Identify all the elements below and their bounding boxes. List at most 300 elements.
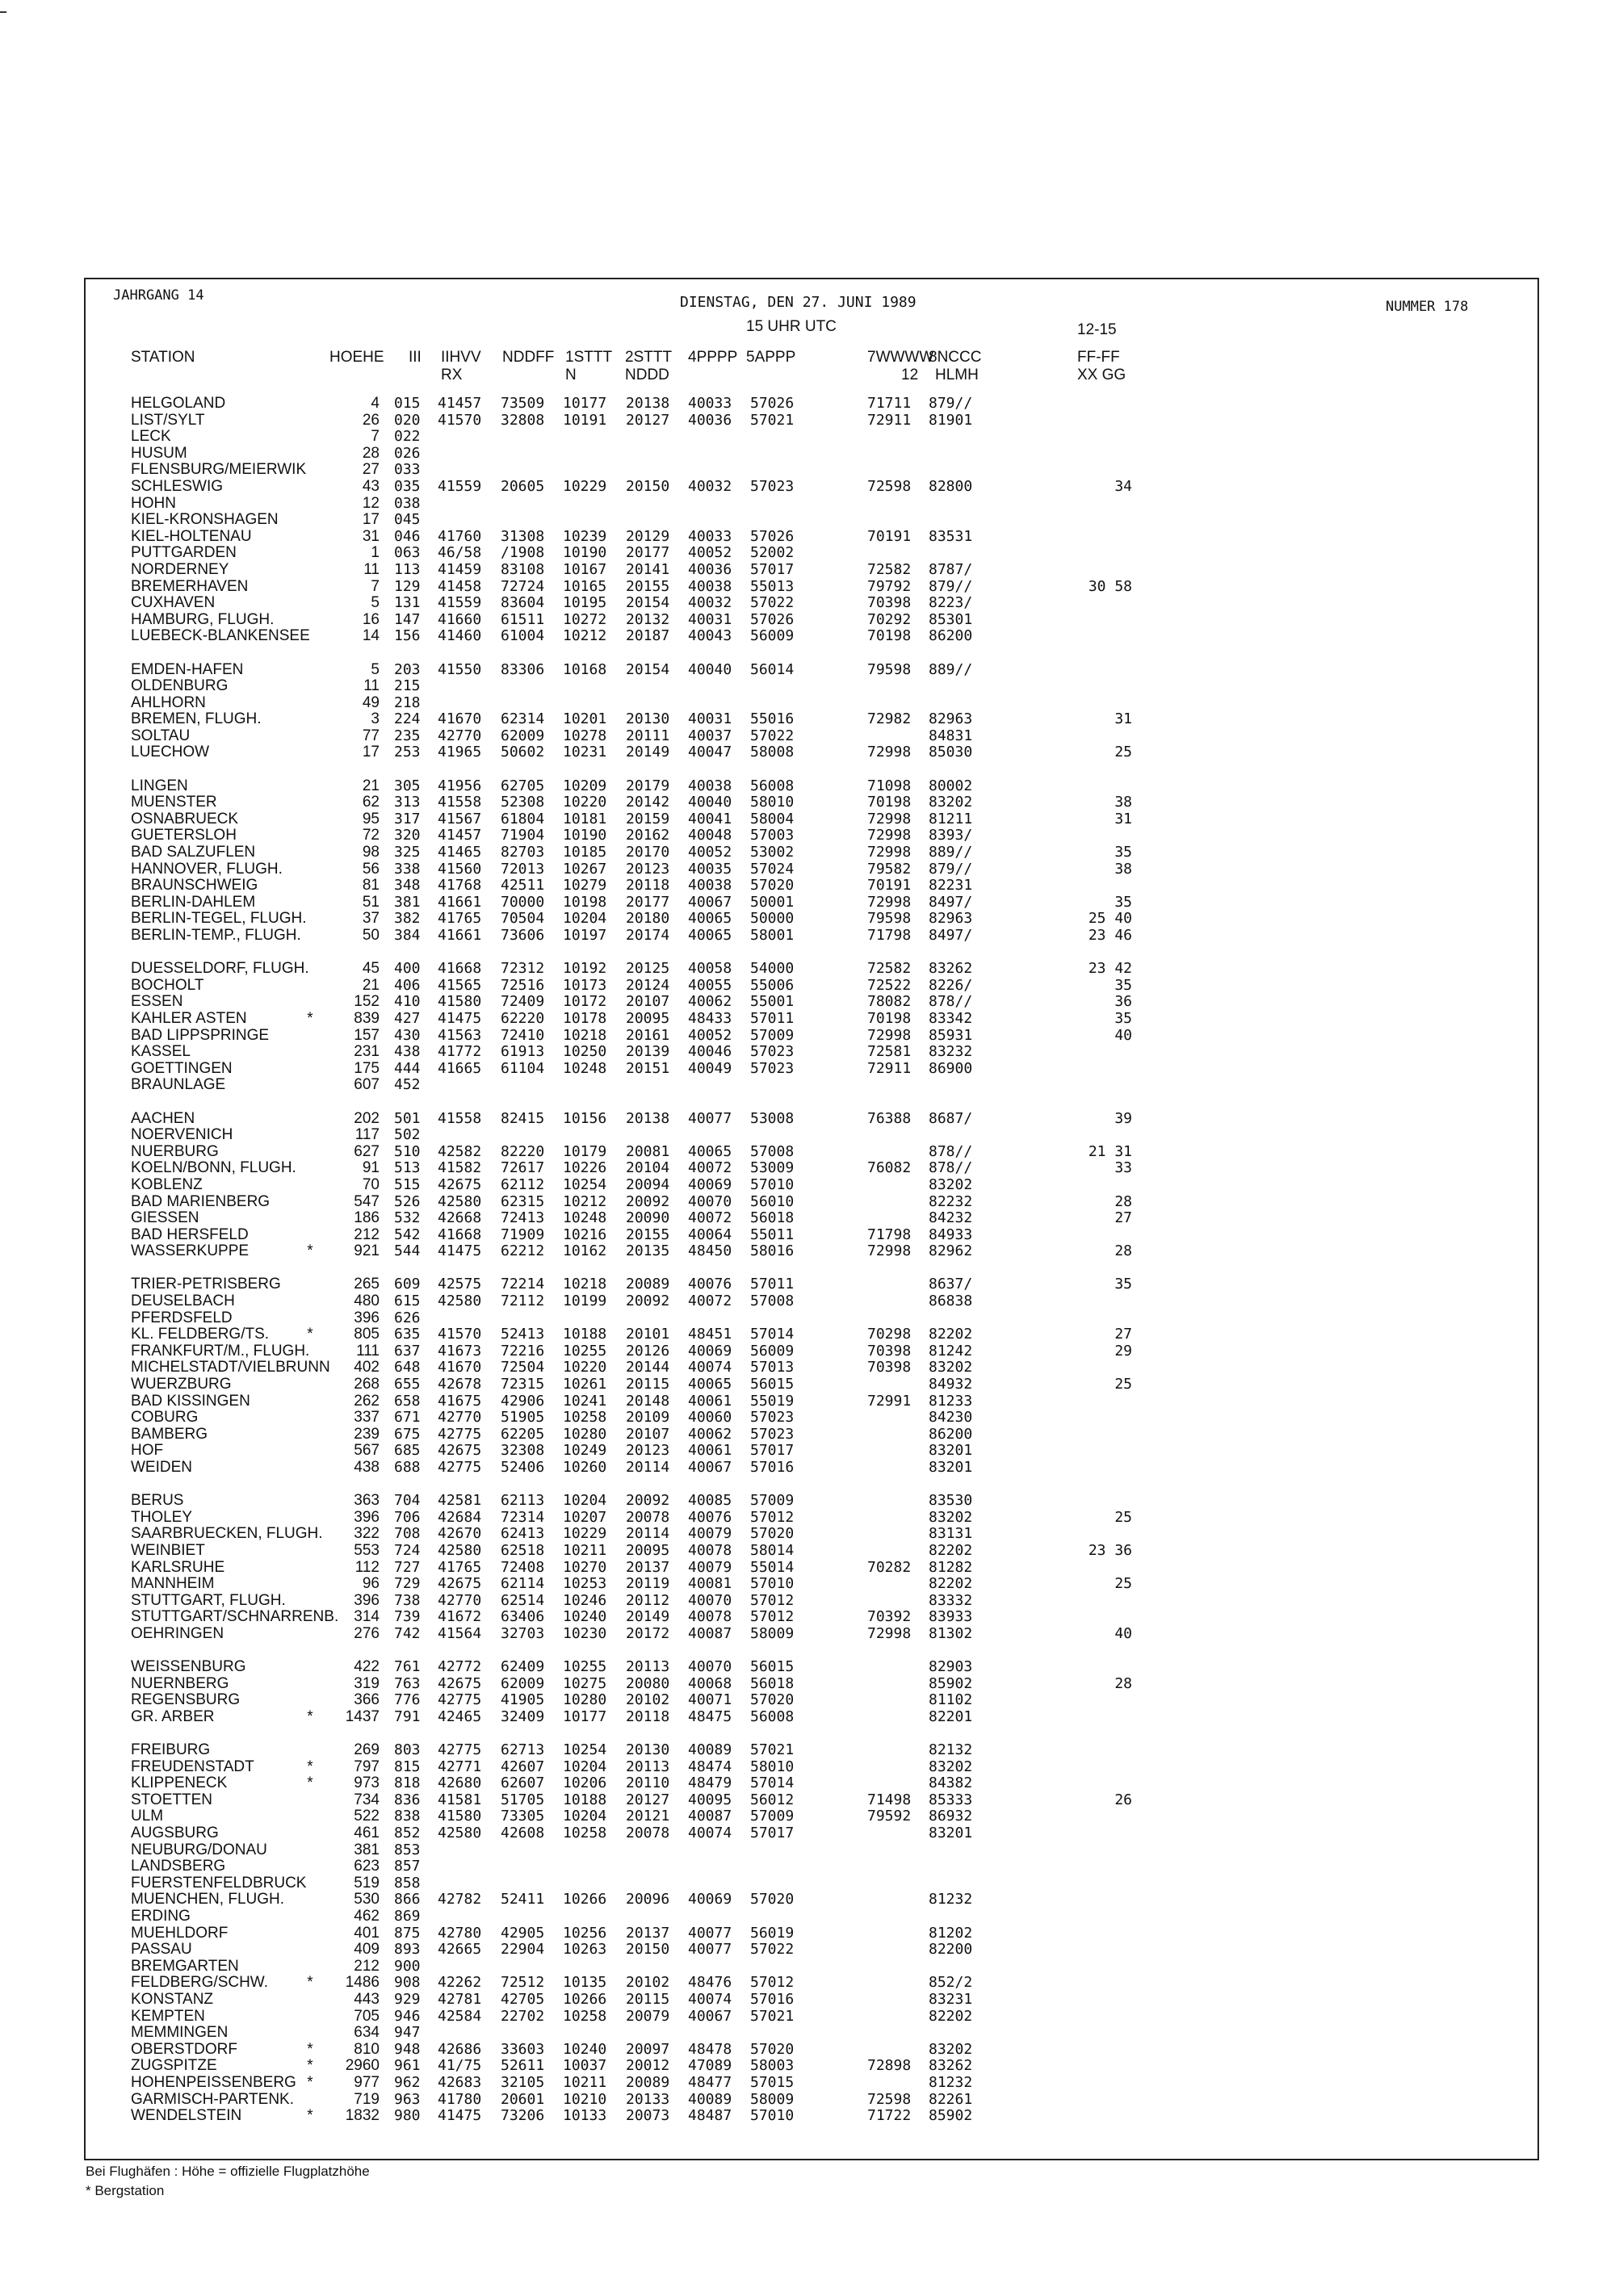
- obs-group-6: 56018: [750, 1674, 795, 1692]
- obs-group-1: 41565: [438, 976, 482, 994]
- table-row: [131, 695, 1504, 712]
- group-spacer: [131, 1477, 1504, 1494]
- table-row: [131, 1227, 1504, 1244]
- obs-group-4: 20161: [626, 1026, 670, 1044]
- obs-group-5: 40085: [688, 1492, 732, 1510]
- obs-group-3: 10198: [563, 893, 607, 911]
- obs-group-3: 10188: [563, 1791, 607, 1808]
- obs-group-5: 40041: [688, 810, 732, 827]
- obs-group-5: 40074: [688, 1825, 732, 1842]
- station-height: 31: [362, 527, 380, 545]
- obs-group-5: 40069: [688, 1342, 732, 1360]
- obs-group-4: 20102: [626, 1974, 670, 1992]
- obs-group-7: 72911: [867, 1059, 912, 1077]
- col-g4: 2STTT NDDD: [625, 349, 673, 383]
- table-row: [131, 1376, 1504, 1393]
- station-height: 49: [362, 693, 380, 711]
- obs-group-3: 10218: [563, 1026, 607, 1044]
- station-index: 853: [394, 1841, 421, 1858]
- station-height: 396: [354, 1309, 380, 1326]
- obs-group-6: 58009: [750, 2090, 795, 2108]
- station-height: 262: [354, 1392, 380, 1410]
- obs-group-4: 20144: [626, 1359, 670, 1376]
- station-name: LANDSBERG: [131, 1858, 226, 1875]
- station-name: MUENCHEN, FLUGH.: [131, 1892, 285, 1908]
- obs-group-8: 8787/: [929, 560, 973, 578]
- obs-group-7: 70198: [867, 794, 912, 811]
- station-table: [131, 396, 1504, 2125]
- obs-group-8: 81232: [929, 1891, 973, 1908]
- station-height: 268: [354, 1376, 380, 1393]
- station-name: FRANKFURT/M., FLUGH.: [131, 1343, 310, 1360]
- obs-group-8: 81242: [929, 1342, 973, 1360]
- obs-group-5: 40072: [688, 1293, 732, 1310]
- mountain-marker: *: [307, 1009, 313, 1027]
- obs-group-6: 57014: [750, 1326, 795, 1343]
- obs-group-2: 61104: [501, 1059, 545, 1077]
- col-g3: 1STTT N: [565, 349, 613, 383]
- obs-group-1: 41668: [438, 960, 482, 978]
- obs-group-2: 62220: [501, 1009, 545, 1027]
- station-name: BAD SALZUFLEN: [131, 844, 256, 861]
- station-index: 635: [394, 1326, 421, 1343]
- obs-group-1: 42575: [438, 1276, 482, 1293]
- station-name: MUENSTER: [131, 794, 217, 811]
- obs-group-1: 42780: [438, 1924, 482, 1942]
- station-index: 761: [394, 1658, 421, 1676]
- obs-group-1: 41475: [438, 1009, 482, 1027]
- obs-group-4: 20092: [626, 1192, 670, 1210]
- station-index: 875: [394, 1924, 421, 1942]
- table-row: [131, 1360, 1504, 1376]
- gust-value: 40: [1114, 1624, 1132, 1642]
- obs-group-4: 20123: [626, 1442, 670, 1460]
- station-height: 17: [362, 511, 380, 529]
- station-index: 033: [394, 461, 421, 479]
- obs-group-3: 10195: [563, 594, 607, 612]
- obs-group-7: 71798: [867, 1226, 912, 1243]
- gust-value: 25: [1114, 1376, 1132, 1393]
- table-row: [131, 1908, 1504, 1925]
- obs-group-1: 42670: [438, 1525, 482, 1543]
- obs-group-1: 41661: [438, 927, 482, 944]
- table-row: [131, 1011, 1504, 1028]
- obs-group-1: 42584: [438, 2007, 482, 2025]
- obs-group-6: 56009: [750, 627, 795, 645]
- obs-group-3: 10263: [563, 1941, 607, 1959]
- obs-group-6: 57009: [750, 1492, 795, 1510]
- obs-group-4: 20125: [626, 960, 670, 978]
- station-name: ZUGSPITZE: [131, 2058, 217, 2075]
- obs-group-3: 10197: [563, 927, 607, 944]
- table-row: [131, 1609, 1504, 1626]
- table-row: [131, 1676, 1504, 1693]
- obs-group-4: 20151: [626, 1059, 670, 1077]
- obs-group-6: 55006: [750, 976, 795, 994]
- obs-group-4: 20115: [626, 1376, 670, 1393]
- station-name: GOETTINGEN: [131, 1060, 233, 1077]
- station-name: ESSEN: [131, 994, 183, 1011]
- obs-group-3: 10192: [563, 960, 607, 978]
- obs-group-2: 72112: [501, 1293, 545, 1310]
- obs-group-8: 83202: [929, 1508, 973, 1526]
- obs-group-1: 41581: [438, 1791, 482, 1808]
- station-index: 510: [394, 1142, 421, 1160]
- obs-group-8: 83231: [929, 1991, 973, 2008]
- obs-group-2: 61004: [501, 627, 545, 645]
- obs-group-4: 20090: [626, 1209, 670, 1227]
- obs-group-2: 73606: [501, 927, 545, 944]
- station-index: 348: [394, 877, 421, 895]
- obs-group-4: 20078: [626, 1825, 670, 1842]
- mountain-marker: *: [307, 1774, 313, 1792]
- station-name: GIESSEN: [131, 1210, 199, 1227]
- station-name: GR. ARBER: [131, 1708, 215, 1725]
- obs-group-3: 10173: [563, 976, 607, 994]
- obs-group-5: 40076: [688, 1276, 732, 1293]
- gust-value: 39: [1114, 1109, 1132, 1127]
- obs-group-2: 62205: [501, 1425, 545, 1443]
- obs-group-2: 72216: [501, 1342, 545, 1360]
- station-index: 026: [394, 444, 421, 462]
- obs-group-7: 72598: [867, 477, 912, 495]
- obs-group-2: 62705: [501, 777, 545, 794]
- table-row: [131, 413, 1504, 429]
- station-index: 929: [394, 1991, 421, 2008]
- obs-group-6: 57013: [750, 1359, 795, 1376]
- obs-group-6: 57017: [750, 1825, 795, 1842]
- table-row: [131, 1044, 1504, 1061]
- obs-group-2: 62607: [501, 1774, 545, 1792]
- station-height: 396: [354, 1508, 380, 1526]
- obs-group-6: 57010: [750, 2107, 795, 2125]
- obs-group-2: 61804: [501, 810, 545, 827]
- obs-group-8: 83531: [929, 527, 973, 545]
- obs-group-1: 41563: [438, 1026, 482, 1044]
- group-spacer: [131, 645, 1504, 662]
- station-index: 626: [394, 1309, 421, 1326]
- obs-group-2: 62413: [501, 1525, 545, 1543]
- obs-group-5: 40077: [688, 1924, 732, 1942]
- mountain-marker: *: [307, 2040, 313, 2058]
- obs-group-3: 10246: [563, 1591, 607, 1609]
- obs-group-6: 58010: [750, 794, 795, 811]
- station-height: 1: [371, 544, 380, 562]
- obs-group-8: 82201: [929, 1707, 973, 1725]
- table-row: [131, 1393, 1504, 1410]
- obs-group-5: 40074: [688, 1359, 732, 1376]
- obs-group-5: 40070: [688, 1591, 732, 1609]
- station-index: 738: [394, 1591, 421, 1609]
- obs-group-8: 879//: [929, 577, 973, 595]
- station-index: 381: [394, 893, 421, 911]
- station-name: MANNHEIM: [131, 1576, 215, 1593]
- mountain-marker: *: [307, 2073, 313, 2091]
- obs-group-4: 20092: [626, 1492, 670, 1510]
- obs-group-6: 56008: [750, 1707, 795, 1725]
- obs-group-8: 82903: [929, 1658, 973, 1676]
- obs-group-6: 57012: [750, 1591, 795, 1609]
- obs-group-4: 20115: [626, 1991, 670, 2008]
- station-name: BAD HERSFELD: [131, 1226, 249, 1243]
- obs-group-2: 83306: [501, 660, 545, 678]
- obs-group-5: 40033: [688, 527, 732, 545]
- station-index: 869: [394, 1908, 421, 1925]
- obs-group-2: 52406: [501, 1459, 545, 1476]
- obs-group-4: 20111: [626, 727, 670, 744]
- obs-group-4: 20159: [626, 810, 670, 827]
- station-height: 98: [362, 844, 380, 861]
- obs-group-6: 57015: [750, 2073, 795, 2091]
- obs-group-3: 10177: [563, 395, 607, 412]
- obs-group-5: 40065: [688, 1376, 732, 1393]
- gust-value: 35: [1114, 1276, 1132, 1293]
- obs-group-6: 57010: [750, 1575, 795, 1593]
- obs-group-2: 72512: [501, 1974, 545, 1992]
- obs-group-7: 72998: [867, 1026, 912, 1044]
- station-index: 658: [394, 1392, 421, 1410]
- obs-group-8: 879//: [929, 395, 973, 412]
- obs-group-4: 20124: [626, 976, 670, 994]
- obs-group-3: 10172: [563, 993, 607, 1011]
- table-row: [131, 396, 1504, 413]
- obs-group-3: 10240: [563, 1608, 607, 1626]
- station-index: 648: [394, 1359, 421, 1376]
- station-height: 627: [354, 1142, 380, 1160]
- station-height: 11: [363, 677, 380, 695]
- obs-group-5: 40052: [688, 1026, 732, 1044]
- station-index: 045: [394, 511, 421, 529]
- obs-group-6: 56010: [750, 1192, 795, 1210]
- obs-group-8: 82200: [929, 1941, 973, 1959]
- obs-group-5: 40065: [688, 910, 732, 928]
- obs-group-5: 40036: [688, 560, 732, 578]
- table-row: [131, 778, 1504, 795]
- obs-group-5: 40055: [688, 976, 732, 994]
- obs-group-4: 20187: [626, 627, 670, 645]
- obs-group-7: 72982: [867, 710, 912, 728]
- obs-group-5: 48451: [688, 1326, 732, 1343]
- station-name: OSNABRUECK: [131, 811, 239, 827]
- obs-group-7: 72582: [867, 960, 912, 978]
- obs-group-5: 40047: [688, 744, 732, 761]
- obs-group-1: 41/75: [438, 2057, 482, 2075]
- obs-group-8: 82963: [929, 710, 973, 728]
- obs-group-5: 47089: [688, 2057, 732, 2075]
- obs-group-8: 82800: [929, 477, 973, 495]
- obs-group-8: 85902: [929, 1674, 973, 1692]
- obs-group-6: 53002: [750, 844, 795, 861]
- obs-group-1: 42675: [438, 1175, 482, 1193]
- station-name: HANNOVER, FLUGH.: [131, 861, 283, 878]
- obs-group-6: 57016: [750, 1991, 795, 2008]
- station-index: 858: [394, 1874, 421, 1892]
- obs-group-3: 10231: [563, 744, 607, 761]
- station-name: KL. FELDBERG/TS.: [131, 1326, 270, 1343]
- col-g5: 4PPPP: [688, 349, 738, 366]
- table-row: [131, 978, 1504, 995]
- obs-group-4: 20113: [626, 1758, 670, 1775]
- station-height: 112: [354, 1558, 380, 1576]
- station-name: PASSAU: [131, 1942, 192, 1959]
- obs-group-2: 62212: [501, 1242, 545, 1260]
- obs-group-3: 10209: [563, 777, 607, 794]
- obs-group-3: 10190: [563, 544, 607, 562]
- station-index: 038: [394, 494, 421, 512]
- obs-group-8: 82962: [929, 1242, 973, 1260]
- table-row: [131, 1427, 1504, 1443]
- station-index: 729: [394, 1575, 421, 1593]
- obs-group-6: 57024: [750, 860, 795, 878]
- obs-group-1: 41760: [438, 527, 482, 545]
- obs-group-1: 41661: [438, 893, 482, 911]
- station-name: KONSTANZ: [131, 1992, 214, 2008]
- station-height: 11: [363, 560, 380, 578]
- obs-group-8: 86200: [929, 1425, 973, 1443]
- obs-group-6: 55013: [750, 577, 795, 595]
- obs-group-1: 41560: [438, 860, 482, 878]
- station-height: 77: [362, 727, 380, 744]
- obs-group-5: 48477: [688, 2073, 732, 2091]
- station-name: NUERBURG: [131, 1143, 219, 1160]
- obs-group-1: 42675: [438, 1674, 482, 1692]
- obs-group-2: 73305: [501, 1808, 545, 1825]
- obs-group-2: 51905: [501, 1409, 545, 1427]
- obs-group-5: 40081: [688, 1575, 732, 1593]
- gust-value: 27: [1114, 1326, 1132, 1343]
- obs-group-4: 20174: [626, 927, 670, 944]
- table-row: [131, 2025, 1504, 2042]
- gust-value: 38: [1114, 860, 1132, 878]
- obs-group-4: 20135: [626, 1242, 670, 1260]
- obs-group-8: 83332: [929, 1591, 973, 1609]
- obs-group-2: 52413: [501, 1326, 545, 1343]
- station-index: 406: [394, 976, 421, 994]
- obs-group-3: 10270: [563, 1558, 607, 1576]
- station-index: 526: [394, 1192, 421, 1210]
- obs-group-1: 41670: [438, 1359, 482, 1376]
- station-name: KLIPPENECK: [131, 1775, 228, 1792]
- station-height: 265: [354, 1276, 380, 1293]
- table-row: [131, 744, 1504, 761]
- table-row: [131, 1593, 1504, 1610]
- station-name: NORDERNEY: [131, 561, 229, 578]
- station-height: 1437: [345, 1707, 380, 1725]
- obs-group-5: 40070: [688, 1658, 732, 1676]
- obs-group-1: 41457: [438, 827, 482, 844]
- station-height: 363: [354, 1492, 380, 1510]
- station-index: 022: [394, 428, 421, 446]
- obs-group-2: 52411: [501, 1891, 545, 1908]
- obs-group-5: 40033: [688, 395, 732, 412]
- station-index: 131: [394, 594, 421, 612]
- station-index: 836: [394, 1791, 421, 1808]
- station-name: KOBLENZ: [131, 1176, 203, 1193]
- obs-group-1: 41475: [438, 1242, 482, 1260]
- obs-group-7: 72998: [867, 810, 912, 827]
- table-row: [131, 1493, 1504, 1510]
- station-index: 615: [394, 1293, 421, 1310]
- station-index: 215: [394, 677, 421, 695]
- gust-value: 35: [1114, 893, 1132, 911]
- gust-value: 28: [1114, 1192, 1132, 1210]
- obs-group-3: 10212: [563, 627, 607, 645]
- obs-group-3: 10280: [563, 1691, 607, 1709]
- station-index: 908: [394, 1974, 421, 1992]
- obs-group-2: 42511: [501, 877, 545, 895]
- obs-group-1: 42678: [438, 1376, 482, 1393]
- obs-group-5: 40048: [688, 827, 732, 844]
- obs-group-5: 48433: [688, 1009, 732, 1027]
- station-name: FELDBERG/SCHW.: [131, 1975, 268, 1992]
- station-index: 763: [394, 1674, 421, 1692]
- obs-group-7: 72998: [867, 1242, 912, 1260]
- obs-group-4: 20119: [626, 1575, 670, 1593]
- obs-group-4: 20073: [626, 2107, 670, 2125]
- station-index: 671: [394, 1409, 421, 1427]
- obs-group-6: 58009: [750, 1624, 795, 1642]
- obs-group-6: 57020: [750, 877, 795, 895]
- table-row: [131, 1194, 1504, 1211]
- obs-group-4: 20097: [626, 2040, 670, 2058]
- station-index: 542: [394, 1226, 421, 1243]
- station-height: 43: [362, 477, 380, 495]
- obs-group-2: 72214: [501, 1276, 545, 1293]
- col-iii: III: [409, 349, 422, 366]
- station-name: AACHEN: [131, 1110, 195, 1127]
- obs-group-5: 40052: [688, 844, 732, 861]
- obs-group-1: 42683: [438, 2073, 482, 2091]
- obs-group-4: 20079: [626, 2007, 670, 2025]
- table-row: [131, 1692, 1504, 1709]
- station-index: 609: [394, 1276, 421, 1293]
- station-height: 12: [362, 494, 380, 512]
- station-index: 046: [394, 527, 421, 545]
- obs-group-6: 57017: [750, 1442, 795, 1460]
- station-index: 961: [394, 2057, 421, 2075]
- obs-group-8: 83202: [929, 2040, 973, 2058]
- station-height: 337: [354, 1409, 380, 1427]
- obs-group-1: 42465: [438, 1707, 482, 1725]
- obs-group-3: 10248: [563, 1059, 607, 1077]
- station-name: GARMISCH-PARTENK.: [131, 2091, 294, 2108]
- obs-group-5: 40032: [688, 477, 732, 495]
- obs-group-7: 79592: [867, 1808, 912, 1825]
- table-row: [131, 811, 1504, 828]
- obs-group-3: 10266: [563, 1891, 607, 1908]
- obs-group-8: 83202: [929, 1359, 973, 1376]
- obs-group-6: 57026: [750, 527, 795, 545]
- obs-group-3: 10204: [563, 1492, 607, 1510]
- obs-group-2: 32703: [501, 1624, 545, 1642]
- table-row: [131, 446, 1504, 463]
- obs-group-1: 42581: [438, 1492, 482, 1510]
- obs-group-2: 62112: [501, 1175, 545, 1193]
- obs-group-4: 20179: [626, 777, 670, 794]
- gust-value: 30 58: [1088, 577, 1132, 595]
- obs-group-3: 10239: [563, 527, 607, 545]
- obs-group-8: 86932: [929, 1808, 973, 1825]
- obs-group-2: 52308: [501, 794, 545, 811]
- obs-group-1: 41660: [438, 610, 482, 628]
- obs-group-1: 41780: [438, 2090, 482, 2108]
- station-name: BRAUNLAGE: [131, 1077, 226, 1094]
- obs-group-4: 20155: [626, 1226, 670, 1243]
- obs-group-2: 32409: [501, 1707, 545, 1725]
- obs-group-2: 62314: [501, 710, 545, 728]
- obs-group-4: 20089: [626, 1276, 670, 1293]
- obs-group-4: 20095: [626, 1009, 670, 1027]
